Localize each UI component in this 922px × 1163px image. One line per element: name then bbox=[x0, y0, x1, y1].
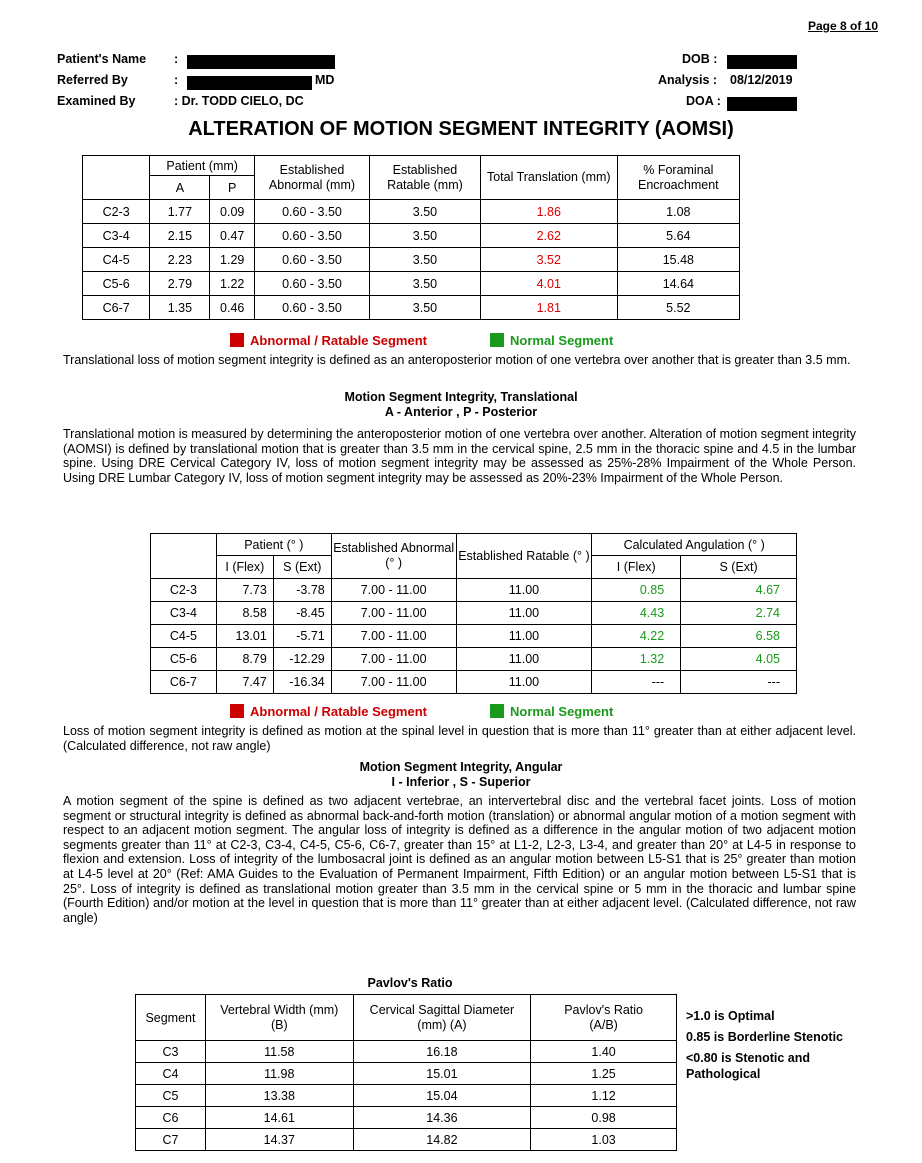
angular-paragraph: A motion segment of the spine is defined as two adjacent vertebrae, an intervertebral disc and the vertebral facet joints. Loss of motion segment or structural integrity is defined as abnormal back-and-forth motion (translation) or abnormal angular motion of a motion segment with respect to an adjacent motion segment. The angular loss of integrity is defined as a difference in the angular motion of two adjacent motion segments greater than 11° at C2-3, C3-4, C4-5, C5-6, C6-7, greater than 15° at L1-2, L2-3, L3-4, and greater than 20° at L4-5 in response to flexion and extension. Loss of integrity of the lumbosacral joint is defined as an angular motion between L5-S1 that is 25° greater than motion at L4-5 level at 20° (Ref: AMA Guides to the Evaluation of Permanent Impairment, Fifth Edition) or an angular motion between L5-S1 that is 25°. Loss of integrity is defined as translational motion greater than 3.5 mm in the cervical spine or 5 mm in the thoracic and lumbar spine (Fourth Edition) and/or motion at the level in question that is more than 11° greater than at either adjacent level. (Calculated difference, not raw angle) bbox=[63, 794, 856, 925]
analysis-date: 08/12/2019 bbox=[730, 73, 793, 87]
calc-flex-cell: --- bbox=[592, 671, 681, 694]
patient-degrees-header: Patient (° ) bbox=[216, 534, 331, 556]
table-row bbox=[151, 625, 797, 648]
calc-inferior-header: I (Flex) bbox=[592, 556, 681, 579]
segment-cell: C6-7 bbox=[151, 671, 217, 694]
anterior-cell: 2.23 bbox=[150, 248, 210, 272]
calc-flex-cell: 4.22 bbox=[592, 625, 681, 648]
table-row bbox=[136, 1107, 677, 1129]
anterior-cell: 1.35 bbox=[150, 296, 210, 320]
table-row bbox=[151, 648, 797, 671]
patient-mm-header: Patient (mm) bbox=[150, 156, 255, 176]
table-row bbox=[83, 296, 740, 320]
posterior-header: P bbox=[210, 176, 255, 200]
ratable-cell: 3.50 bbox=[370, 272, 481, 296]
segment-header bbox=[151, 534, 217, 579]
referred-by-colon: : bbox=[174, 73, 179, 87]
dob-redacted bbox=[727, 53, 797, 71]
total-cell: 1.86 bbox=[480, 200, 617, 224]
table-row bbox=[83, 200, 740, 224]
table-row bbox=[151, 579, 797, 602]
table-row bbox=[136, 1085, 677, 1107]
ratio-cell: 1.40 bbox=[531, 1041, 677, 1063]
flex-cell: 8.58 bbox=[216, 602, 273, 625]
table-row bbox=[83, 224, 740, 248]
anterior-header: A bbox=[150, 176, 210, 200]
calc-superior-header: S (Ext) bbox=[681, 556, 797, 579]
dob-label: DOB : bbox=[682, 52, 718, 66]
green-swatch-icon bbox=[490, 704, 504, 718]
flex-cell: 13.01 bbox=[216, 625, 273, 648]
ratable-cell: 11.00 bbox=[456, 625, 592, 648]
table-row bbox=[136, 1063, 677, 1085]
abnormal-cell: 0.60 - 3.50 bbox=[254, 224, 369, 248]
ratable-cell: 11.00 bbox=[456, 648, 592, 671]
legend-abnormal: Abnormal / Ratable Segment bbox=[230, 333, 427, 348]
ratable-cell: 3.50 bbox=[370, 296, 481, 320]
doa-label: DOA : bbox=[686, 94, 721, 108]
abnormal-cell: 0.60 - 3.50 bbox=[254, 296, 369, 320]
calc-ext-cell: --- bbox=[681, 671, 797, 694]
anterior-cell: 1.77 bbox=[150, 200, 210, 224]
table-row bbox=[151, 671, 797, 694]
anterior-cell: 2.15 bbox=[150, 224, 210, 248]
abnormal-cell: 7.00 - 11.00 bbox=[331, 625, 456, 648]
ratable-cell: 3.50 bbox=[370, 200, 481, 224]
diameter-cell: 16.18 bbox=[353, 1041, 531, 1063]
inferior-flex-header: I (Flex) bbox=[216, 556, 273, 579]
red-swatch-icon bbox=[230, 704, 244, 718]
segment-cell: C2-3 bbox=[83, 200, 150, 224]
abnormal-cell: 7.00 - 11.00 bbox=[331, 648, 456, 671]
diameter-cell: 15.04 bbox=[353, 1085, 531, 1107]
ratio-cell: 1.03 bbox=[531, 1129, 677, 1151]
ext-cell: -3.78 bbox=[273, 579, 331, 602]
segment-cell: C3-4 bbox=[83, 224, 150, 248]
width-cell: 13.38 bbox=[205, 1085, 353, 1107]
segment-cell: C6-7 bbox=[83, 296, 150, 320]
patient-name-redacted bbox=[187, 53, 335, 71]
calculated-angulation-header: Calculated Angulation (° ) bbox=[592, 534, 797, 556]
referred-by-label: Referred By bbox=[57, 73, 128, 87]
examined-by-label: Examined By bbox=[57, 94, 136, 108]
analysis-label: Analysis : bbox=[658, 73, 718, 87]
pavlov-note-optimal: >1.0 is Optimal bbox=[686, 1009, 775, 1023]
total-cell: 3.52 bbox=[480, 248, 617, 272]
pavlov-table bbox=[135, 994, 677, 1151]
total-cell: 2.62 bbox=[480, 224, 617, 248]
pavlov-ratio-header: Pavlov's Ratio (A/B) bbox=[531, 995, 677, 1041]
calc-flex-cell: 0.85 bbox=[592, 579, 681, 602]
posterior-cell: 1.22 bbox=[210, 272, 255, 296]
abnormal-cell: 0.60 - 3.50 bbox=[254, 248, 369, 272]
legend-normal: Normal Segment bbox=[490, 704, 613, 719]
segment-cell: C5 bbox=[136, 1085, 206, 1107]
sagittal-diameter-header: Cervical Sagittal Diameter (mm) (A) bbox=[353, 995, 531, 1041]
segment-cell: C4-5 bbox=[83, 248, 150, 272]
ext-cell: -12.29 bbox=[273, 648, 331, 671]
segment-cell: C5-6 bbox=[83, 272, 150, 296]
established-abnormal-header: Established Abnormal (° ) bbox=[331, 534, 456, 579]
diameter-cell: 15.01 bbox=[353, 1063, 531, 1085]
posterior-cell: 0.09 bbox=[210, 200, 255, 224]
foraminal-cell: 14.64 bbox=[617, 272, 739, 296]
translational-subheading: A - Anterior , P - Posterior bbox=[384, 405, 538, 419]
posterior-cell: 0.47 bbox=[210, 224, 255, 248]
width-cell: 14.61 bbox=[205, 1107, 353, 1129]
legend-abnormal: Abnormal / Ratable Segment bbox=[230, 704, 427, 719]
ratio-cell: 1.12 bbox=[531, 1085, 677, 1107]
examined-by-value: : Dr. TODD CIELO, DC bbox=[174, 94, 304, 108]
ext-cell: -8.45 bbox=[273, 602, 331, 625]
width-cell: 11.98 bbox=[205, 1063, 353, 1085]
segment-cell: C6 bbox=[136, 1107, 206, 1129]
established-ratable-header: Established Ratable (° ) bbox=[456, 534, 592, 579]
width-cell: 14.37 bbox=[205, 1129, 353, 1151]
calc-ext-cell: 2.74 bbox=[681, 602, 797, 625]
segment-header: Segment bbox=[136, 995, 206, 1041]
established-abnormal-header: Established Abnormal (mm) bbox=[254, 156, 369, 200]
flex-cell: 7.73 bbox=[216, 579, 273, 602]
pavlov-note-borderline: 0.85 is Borderline Stenotic bbox=[686, 1030, 843, 1044]
translational-paragraph: Translational motion is measured by determining the anteroposterior motion of one vertebra over another. Alteration of motion segment integrity (AOMSI) is defined by translational motion that is greater than 3.5 mm in the cervical spine, 2.5 mm in the thoracic spine and 4.5 in the lumbar spine. Using DRE Cervical Category IV, loss of motion segment integrity may be assessed as 25%-28% Impairment of the Whole Person. Using DRE Lumbar Category IV, loss of motion segment integrity may be assessed as 20%-23% Impairment of the Whole Person. bbox=[63, 427, 856, 485]
calc-flex-cell: 1.32 bbox=[592, 648, 681, 671]
segment-cell: C3-4 bbox=[151, 602, 217, 625]
table-row bbox=[136, 1129, 677, 1151]
page-number: Page 8 of 10 bbox=[807, 19, 878, 33]
foraminal-cell: 5.52 bbox=[617, 296, 739, 320]
abnormal-cell: 7.00 - 11.00 bbox=[331, 579, 456, 602]
ratable-cell: 11.00 bbox=[456, 671, 592, 694]
referred-by-suffix: MD bbox=[315, 73, 335, 87]
ext-cell: -5.71 bbox=[273, 625, 331, 648]
total-cell: 4.01 bbox=[480, 272, 617, 296]
angular-table bbox=[150, 533, 797, 694]
ratio-cell: 1.25 bbox=[531, 1063, 677, 1085]
posterior-cell: 0.46 bbox=[210, 296, 255, 320]
abnormal-cell: 0.60 - 3.50 bbox=[254, 200, 369, 224]
doa-redacted bbox=[727, 95, 797, 113]
abnormal-cell: 7.00 - 11.00 bbox=[331, 671, 456, 694]
green-swatch-icon bbox=[490, 333, 504, 347]
referred-by-redacted bbox=[187, 74, 312, 92]
table-row bbox=[136, 1041, 677, 1063]
vertebral-width-header: Vertebral Width (mm) (B) bbox=[205, 995, 353, 1041]
abnormal-cell: 7.00 - 11.00 bbox=[331, 602, 456, 625]
flex-cell: 7.47 bbox=[216, 671, 273, 694]
translation-table bbox=[82, 155, 740, 320]
page-title: ALTERATION OF MOTION SEGMENT INTEGRITY (AOMSI) bbox=[188, 118, 734, 140]
foraminal-cell: 15.48 bbox=[617, 248, 739, 272]
angular-definition: Loss of motion segment integrity is defined as motion at the spinal level in question that is more than 11° greater than at either adjacent level. (Calculated difference, not raw angle) bbox=[63, 724, 856, 753]
segment-cell: C4-5 bbox=[151, 625, 217, 648]
superior-ext-header: S (Ext) bbox=[273, 556, 331, 579]
segment-cell: C4 bbox=[136, 1063, 206, 1085]
foraminal-cell: 1.08 bbox=[617, 200, 739, 224]
angular-subheading: I - Inferior , S - Superior bbox=[391, 775, 531, 789]
abnormal-cell: 0.60 - 3.50 bbox=[254, 272, 369, 296]
patient-name-colon: : bbox=[174, 52, 179, 66]
ratable-cell: 3.50 bbox=[370, 248, 481, 272]
segment-cell: C7 bbox=[136, 1129, 206, 1151]
segment-header bbox=[83, 156, 150, 200]
legend-normal: Normal Segment bbox=[490, 333, 613, 348]
table-row bbox=[151, 602, 797, 625]
angular-heading: Motion Segment Integrity, Angular bbox=[359, 760, 563, 774]
patient-name-label: Patient's Name bbox=[57, 52, 147, 66]
calc-flex-cell: 4.43 bbox=[592, 602, 681, 625]
translational-heading: Motion Segment Integrity, Translational bbox=[344, 390, 578, 404]
diameter-cell: 14.82 bbox=[353, 1129, 531, 1151]
ext-cell: -16.34 bbox=[273, 671, 331, 694]
segment-cell: C5-6 bbox=[151, 648, 217, 671]
anterior-cell: 2.79 bbox=[150, 272, 210, 296]
ratable-cell: 11.00 bbox=[456, 602, 592, 625]
segment-cell: C3 bbox=[136, 1041, 206, 1063]
pavlov-title: Pavlov's Ratio bbox=[367, 976, 453, 990]
ratable-cell: 11.00 bbox=[456, 579, 592, 602]
ratio-cell: 0.98 bbox=[531, 1107, 677, 1129]
total-translation-header: Total Translation (mm) bbox=[480, 156, 617, 200]
flex-cell: 8.79 bbox=[216, 648, 273, 671]
table-row bbox=[83, 248, 740, 272]
calc-ext-cell: 4.67 bbox=[681, 579, 797, 602]
foraminal-header: % Foraminal Encroachment bbox=[617, 156, 739, 200]
translation-definition: Translational loss of motion segment integrity is defined as an anteroposterior motion of one vertebra over another that is greater than 3.5 mm. bbox=[63, 353, 851, 367]
calc-ext-cell: 6.58 bbox=[681, 625, 797, 648]
segment-cell: C2-3 bbox=[151, 579, 217, 602]
foraminal-cell: 5.64 bbox=[617, 224, 739, 248]
table-row bbox=[83, 272, 740, 296]
established-ratable-header: Established Ratable (mm) bbox=[370, 156, 481, 200]
ratable-cell: 3.50 bbox=[370, 224, 481, 248]
total-cell: 1.81 bbox=[480, 296, 617, 320]
calc-ext-cell: 4.05 bbox=[681, 648, 797, 671]
red-swatch-icon bbox=[230, 333, 244, 347]
width-cell: 11.58 bbox=[205, 1041, 353, 1063]
posterior-cell: 1.29 bbox=[210, 248, 255, 272]
pavlov-note-stenotic: <0.80 is Stenotic and Pathological bbox=[686, 1051, 811, 1081]
diameter-cell: 14.36 bbox=[353, 1107, 531, 1129]
